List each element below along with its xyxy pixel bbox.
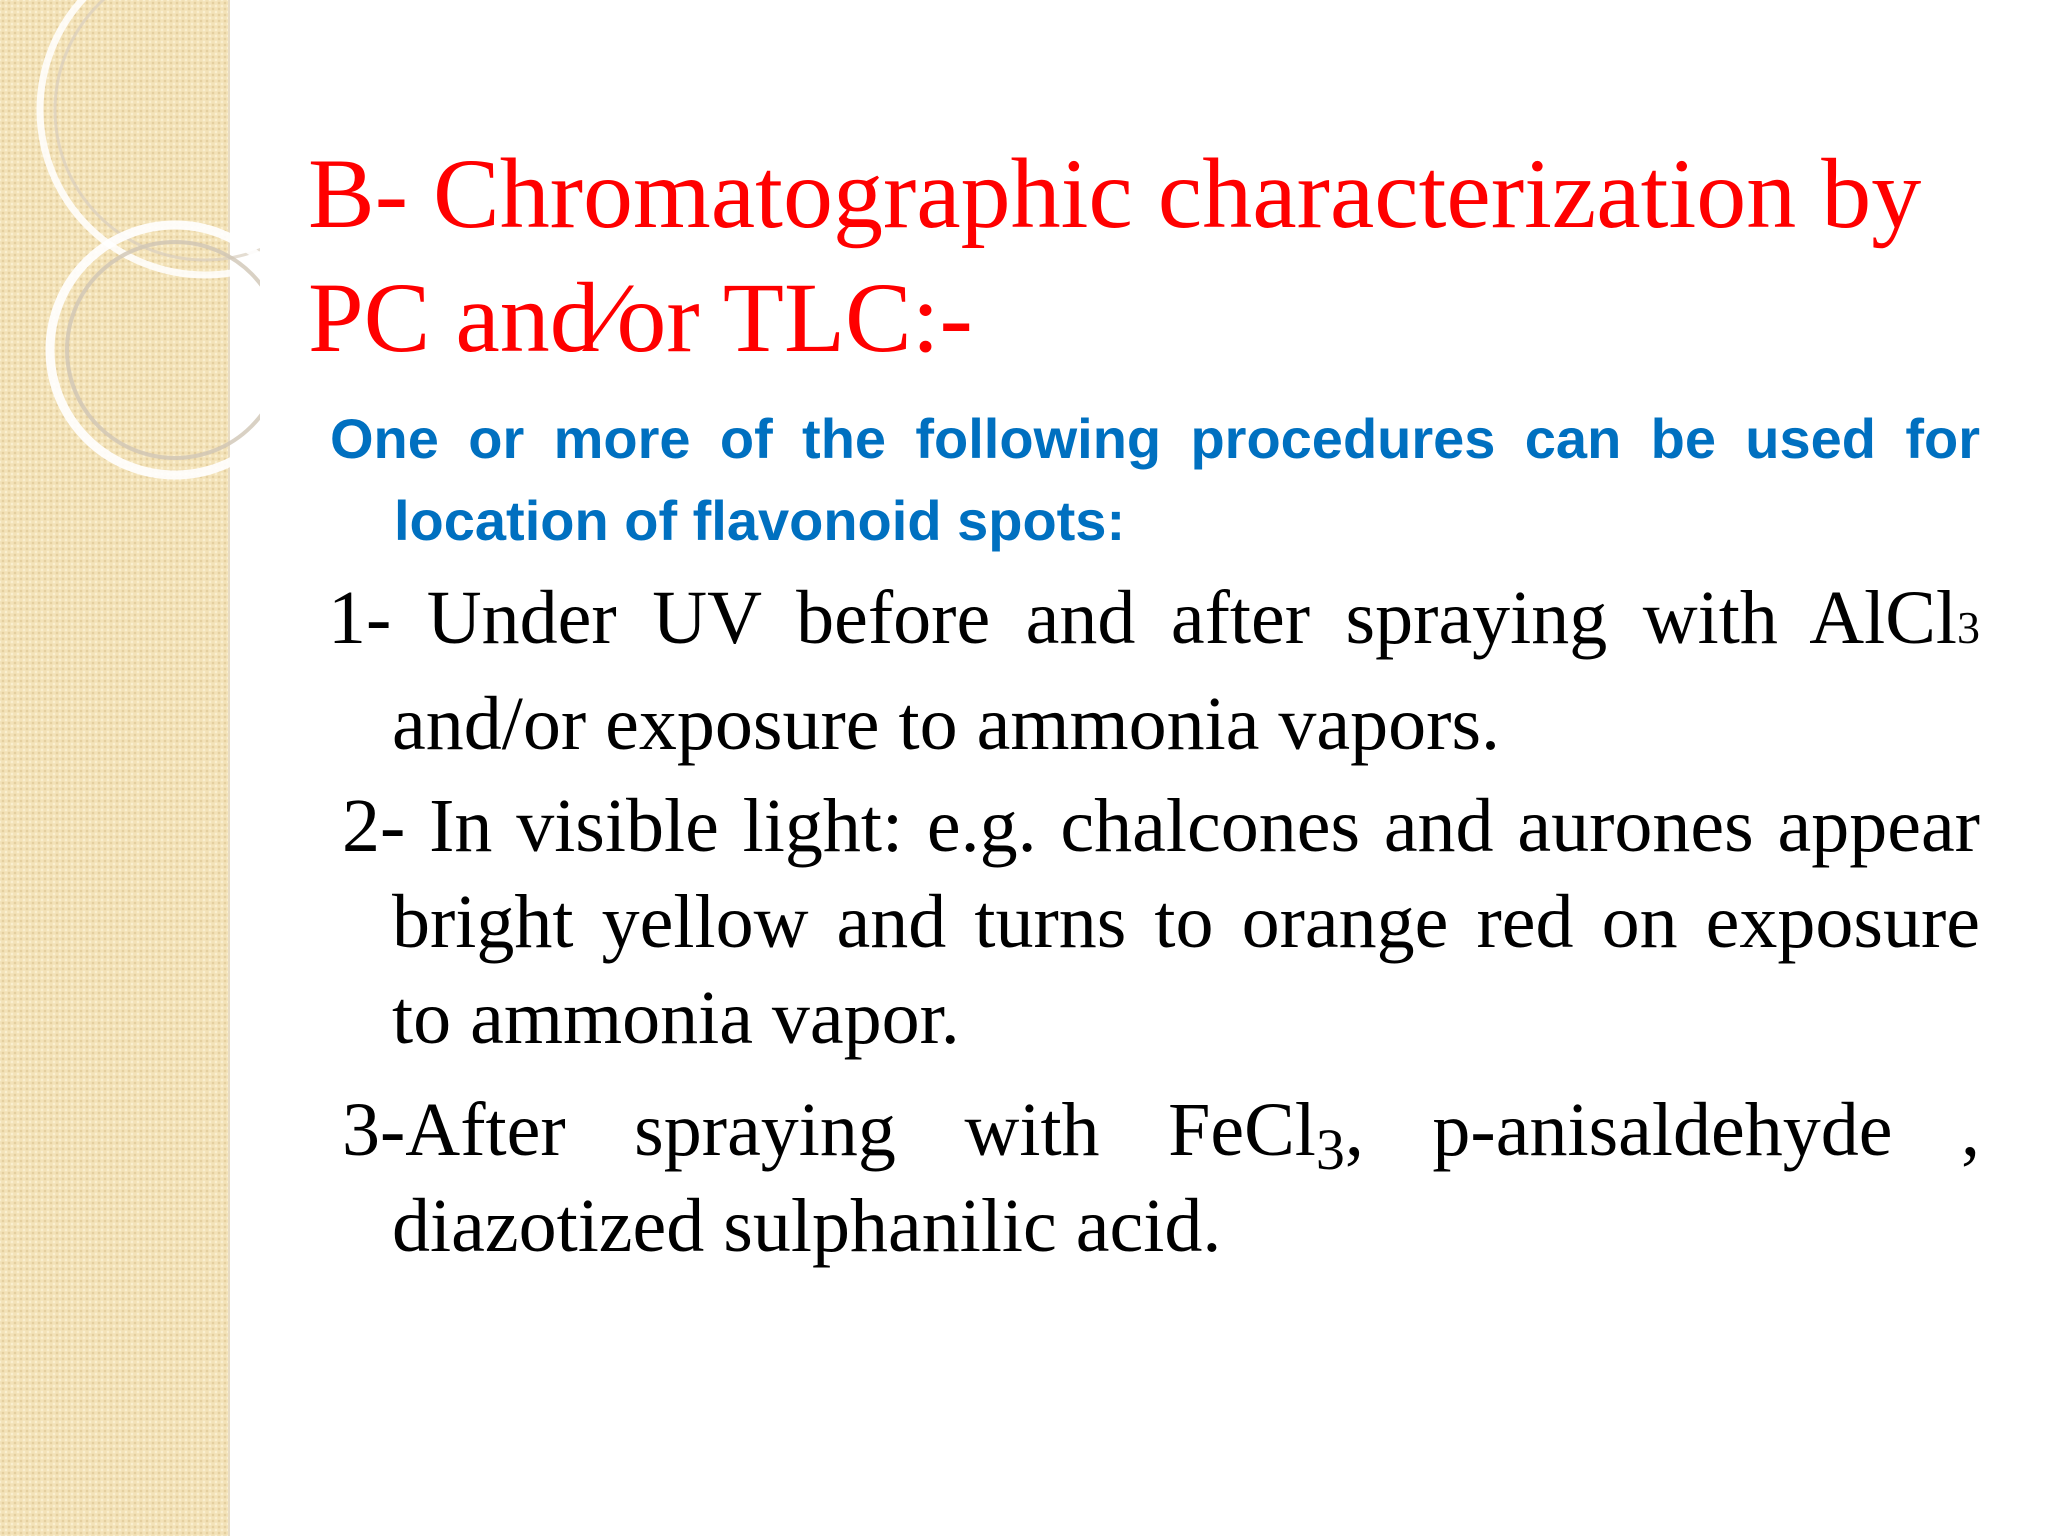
list-item-3-subscript: 3 — [1315, 1117, 1345, 1182]
list-item-1-text: 1- Under UV before and after spraying with AlCl — [328, 576, 1957, 660]
list-item-1-text-after: and/or exposure to ammonia vapors. — [392, 682, 1501, 766]
list-item-1-subscript: 3 — [1957, 602, 1980, 653]
list-item-3-text-after: , p-anisaldehyde , diazotized sulphanilic acid. — [392, 1088, 1981, 1268]
intro-text: One or more of the following procedures can be used for location of flavonoid spots: — [330, 407, 1980, 552]
list-item-3 — [328, 1082, 1980, 1274]
decorative-rings-icon — [0, 0, 260, 520]
list-item-1 — [328, 570, 1980, 772]
list-item-3-text: 3-After spraying with FeCl — [342, 1088, 1316, 1172]
slide-title: B- Chromatographic characterization by PC and∕or TLC:- — [308, 138, 1922, 373]
list-item-2: 2- In visible light: e.g. chalcones and aurones appear bright yellow and turns to orange red on exposure to ammonia vapor. — [342, 784, 1980, 1060]
